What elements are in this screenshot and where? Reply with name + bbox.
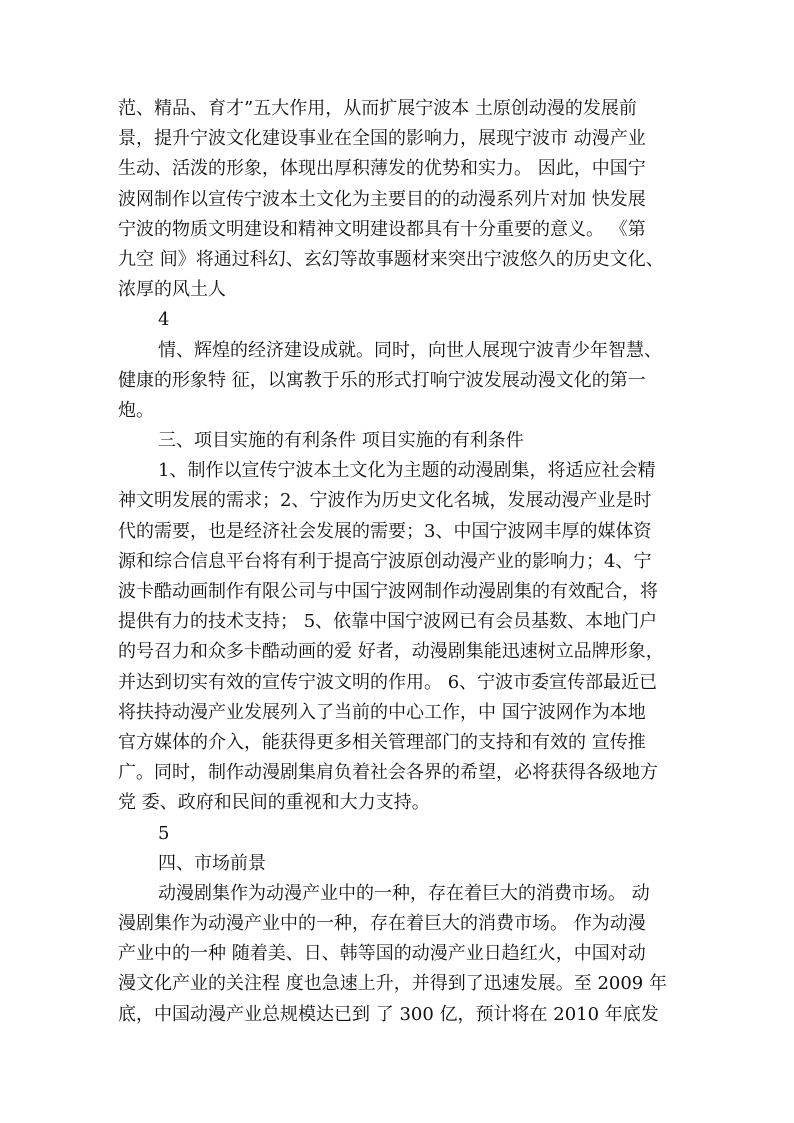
text-line: 漫剧集作为动漫产业中的一种，存在着巨大的消费市场。 作为动漫 [118, 913, 646, 935]
text-line: 将扶持动漫产业发展列入了当前的中心工作，中 国宁波网作为本地 [118, 701, 646, 723]
text-line: 浓厚的风土人 [118, 279, 226, 301]
text-line: 的号召力和众多卡酷动画的爱 好者，动漫剧集能迅速树立品牌形象， [118, 641, 664, 663]
text-line: 官方媒体的介入，能获得更多相关管理部门的支持和有效的 宣传推 [118, 731, 646, 753]
text-line: 漫文化产业的关注程 度也急速上升，并得到了迅速发展。至 2009 年 [118, 973, 667, 995]
text-line: 情、辉煌的经济建设成就。同时，向世人展现宁波青少年智慧、 [158, 339, 662, 361]
text-line: 生动、活泼的形象，体现出厚积薄发的优势和实力。 因此，中国宁 [118, 158, 646, 180]
text-line: 炮。 [118, 399, 154, 421]
text-line: 5 [158, 822, 170, 844]
text-line: 波网制作以宣传宁波本土文化为主要目的的动漫系列片对加 快发展 [118, 188, 646, 210]
text-line: 并达到切实有效的宣传宁波文明的作用。 6、宁波市委宣传部最近已 [118, 671, 658, 693]
text-line: 波卡酷动画制作有限公司与中国宁波网制作动漫剧集的有效配合，将 [118, 581, 658, 602]
text-line: 三、项目实施的有利条件 项目实施的有利条件 [158, 430, 524, 452]
text-line: 景，提升宁波文化建设事业在全国的影响力，展现宁波市 动漫产业 [118, 128, 646, 150]
text-line: 4 [158, 309, 170, 331]
text-line: 党 委、政府和民间的重视和大力支持。 [118, 792, 430, 814]
text-line: 动漫剧集作为动漫产业中的一种，存在着巨大的消费市场。 动 [158, 882, 650, 904]
text-line: 提供有力的技术支持； 5、依靠中国宁波网已有会员基数、本地门户 [118, 611, 658, 633]
text-line: 范、精品、育才”五大作用，从而扩展宁波本 土原创动漫的发展前 [118, 98, 637, 119]
text-line: 神文明发展的需求；2、宁波作为历史文化名城，发展动漫产业是时 [118, 490, 652, 512]
text-line: 宁波的物质文明建设和精神文明建设都具有十分重要的意义。 《第 [118, 218, 646, 240]
text-line: 九空 间》将通过科幻、玄幻等故事题材来突出宁波悠久的历史文化、 [118, 248, 664, 270]
text-line: 源和综合信息平台将有利于提高宁波原创动漫产业的影响力；4、宁 [118, 550, 652, 572]
text-line: 1、制作以宣传宁波本土文化为主题的动漫剧集，将适应社会精 [158, 460, 656, 482]
text-line: 产业中的一种 随着美、日、韩等国的动漫产业日趋红火，中国对动 [118, 943, 646, 965]
text-line: 代的需要，也是经济社会发展的需要；3、中国宁波网丰厚的媒体资 [118, 520, 652, 542]
document-body [118, 94, 688, 1030]
text-line: 底，中国动漫产业总规模达已到 了 300 亿，预计将在 2010 年底发 [118, 1003, 659, 1025]
text-line: 健康的形象特 征，以寓教于乐的形式打响宁波发展动漫文化的第一 [118, 369, 646, 391]
text-line: 四、市场前景 [158, 852, 266, 874]
text-line: 广。同时，制作动漫剧集肩负着社会各界的希望，必将获得各级地方 [118, 762, 658, 784]
